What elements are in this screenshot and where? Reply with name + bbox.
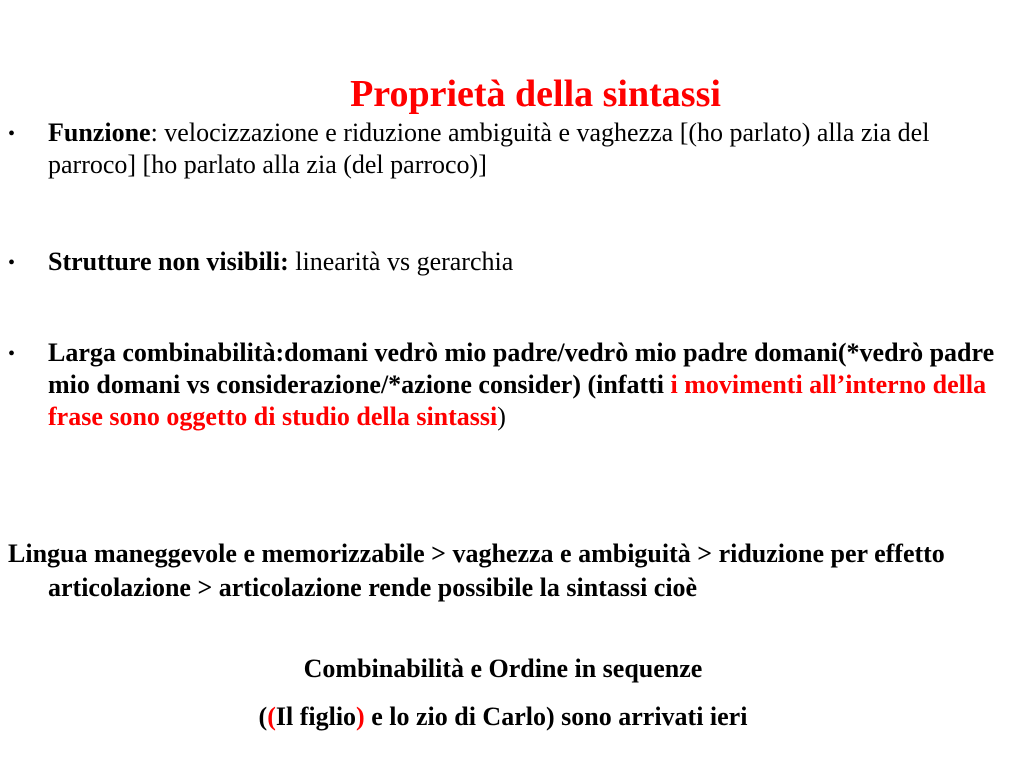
bullet-marker: • xyxy=(8,343,16,365)
paren-close-inner: ) xyxy=(356,702,365,731)
bullet-combinabilita xyxy=(48,337,1008,433)
bullet-term: Funzione xyxy=(48,118,151,147)
center-heading: Combinabilità e Ordine in sequenze xyxy=(303,654,703,683)
bullet-marker: • xyxy=(8,123,16,145)
bullet-text: linearità vs gerarchia xyxy=(288,247,514,276)
bullet-term: Strutture non visibili: xyxy=(48,247,289,276)
example-il-figlio: Il figlio xyxy=(275,702,357,731)
bullet-strutture xyxy=(48,246,1008,278)
example-sentence xyxy=(0,700,1006,734)
bullet-text: : velocizzazione e riduzione ambiguità e vaghezza [(ho parlato) alla zia del parroco] [ho parlato alla zia (del parroco)] xyxy=(48,118,930,179)
paren-close-outer: ) xyxy=(545,702,555,731)
lingua-paragraph: Lingua maneggevole e memorizzabile > vaghezza e ambiguità > riduzione per effetto articolazione > articolazione rende possibile la sintassi cioè xyxy=(8,539,945,602)
bullet-close: ) xyxy=(497,402,506,431)
example-rest: sono arrivati ieri xyxy=(554,702,748,731)
bullet-text: Larga combinabilità:domani vedrò mio padre/vedrò mio padre domani(*vedrò padre mio domani vs considerazione/*azione consider) (infatti xyxy=(48,338,995,399)
bullet-highlight: i movimenti all’interno della frase sono oggetto di studio della sintassi xyxy=(48,370,987,431)
paren-open-inner: ( xyxy=(267,702,276,731)
example-zio: e lo zio di Carlo xyxy=(364,702,546,731)
bullet-funzione xyxy=(48,117,1008,181)
bullet-marker: • xyxy=(8,252,16,274)
paren-open-outer: ( xyxy=(258,702,268,731)
slide-title: Proprietà della sintassi xyxy=(350,73,721,115)
